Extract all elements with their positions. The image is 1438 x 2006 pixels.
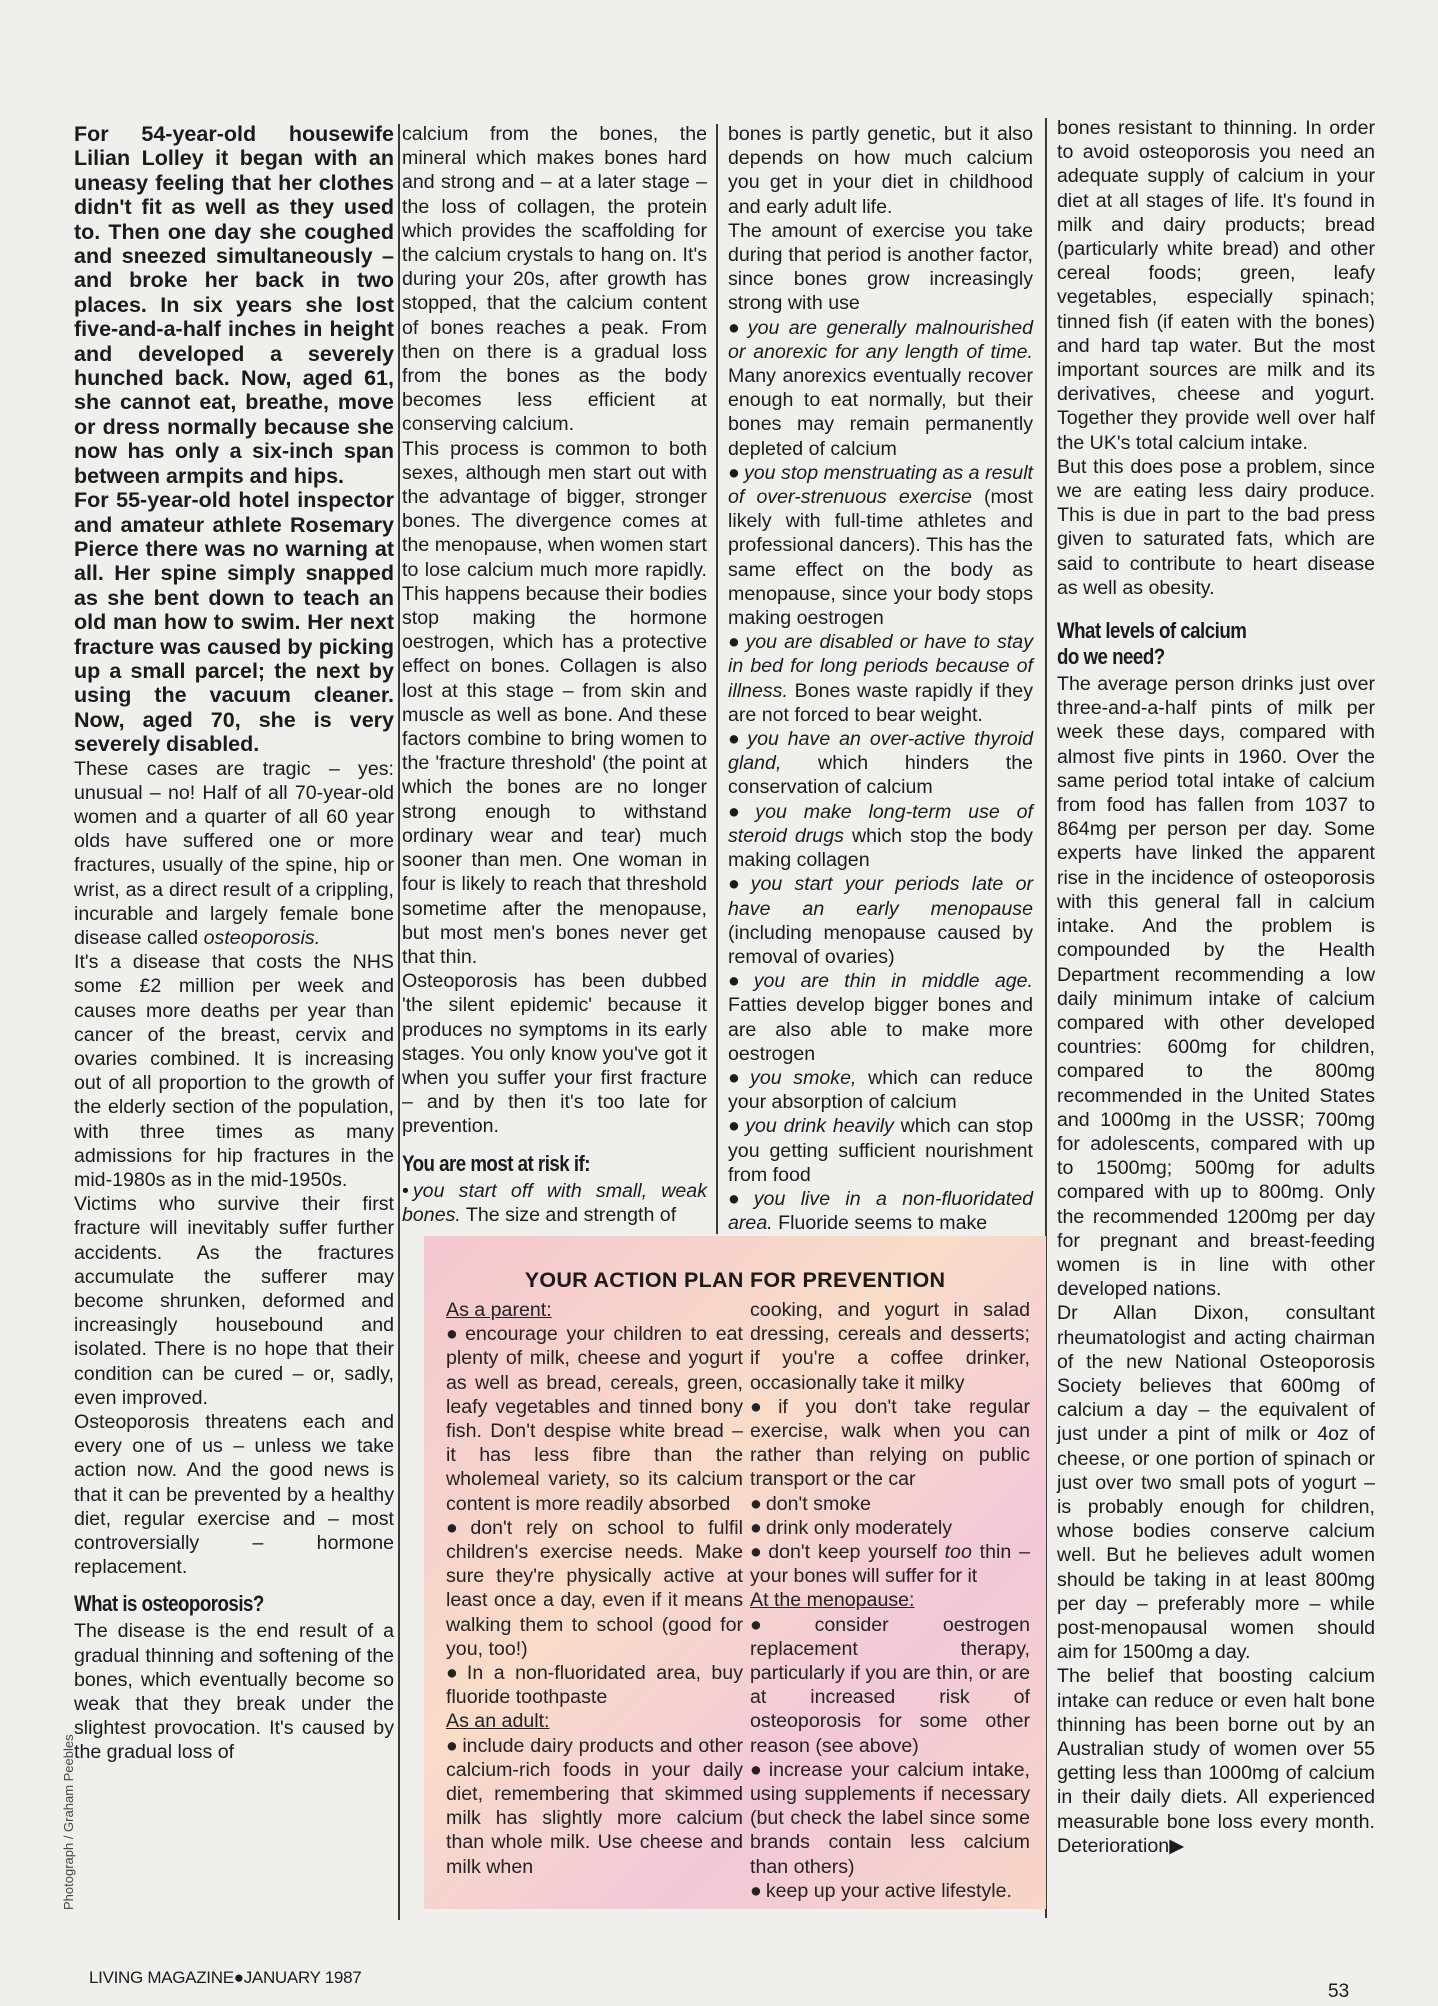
plan-item: ● encourage your children to eat plenty of milk, cheese and yogurt as well as bread, cereals, green, leafy vegetables and tinned bony fish. Don't despise white bread – it has less fibre than the wholemeal variety, so its calcium content is more readily absorbed (446, 1322, 743, 1516)
column-1 (74, 122, 394, 1765)
risk-bullet: ● you stop menstruating as a result of over-strenuous exercise (most likely with full-time athletes and professional dancers). This has the same effect on the body as menopause, since your body stops making oestrogen (728, 461, 1033, 630)
body-paragraph: Osteoporosis has been dubbed 'the silent epidemic' because it produces no symptoms in its early stages. You only know you've got it when you suffer your first fracture – and by then it's too late for prevention. (402, 970, 707, 1138)
plan-item: ● consider oestrogen replacement therapy, particularly if you are thin, or are at increased risk of osteoporosis for some other reason (see above) (750, 1613, 1030, 1758)
risk-bullet: ● you have an over-active thyroid gland, which hinders the conservation of calcium (728, 727, 1033, 800)
action-plan-column-1 (446, 1298, 743, 1879)
photo-credit: Photograph / Graham Peebles (61, 1734, 76, 1910)
body-paragraph: bones resistant to thinning. In order to avoid osteoporosis you need an adequate supply of calcium in your diet at all stages of life. It's found in milk and dairy products; bread (particularly white bread) and other cereal foods; green, leafy vegetables, especially spinach; tinned fish (if eaten with the bones) and hard tap water. But the most important sources are milk and its derivatives, cheese and yogurt. Together they provide well over half the UK's total calcium intake. (1057, 117, 1375, 454)
plan-heading-menopause: At the menopause: (750, 1589, 915, 1612)
plan-item: ● don't rely on school to fulfil children's exercise needs. Make sure they're physically active at least once a day, even if it means walking them to school (good for you, too!) (446, 1516, 743, 1661)
body-paragraph: These cases are tragic – yes: unusual – no! Half of all 70-year-old women and a quarter of all 60 year olds have suffered one or more fractures, usually of the spine, hip or wrist, as a direct result of a crippling, incurable and largely female bone disease called osteoporosis. (74, 757, 394, 949)
body-paragraph: The average person drinks just over three-and-a-half pints of milk per week these days, compared with almost five pints in 1960. Over the same period total intake of calcium from food has fallen from 1037 to 864mg per person per day. Some experts have linked the apparent rise in the incidence of osteoporosis with this general fall in calcium intake. And the problem is compounded by the Health Department recommending a low daily minimum intake of calcium compared with other developed countries: 600mg for children, compared to the 800mg recommended in the United States and 1000mg in the USSR; 700mg for adolescents, compared with up to 1500mg; 500mg for adults compared with up to 800mg. Only the recommended 1200mg per day for pregnant and breast-feeding women is in line with other developed nations. (1057, 673, 1375, 1301)
risk-bullet: ● you live in a non-fluoridated area. Fluoride seems to make (728, 1187, 1033, 1235)
plan-item: ● if you don't take regular exercise, walk when you can rather than relying on public transport or the car (750, 1395, 1030, 1492)
action-plan-column-2 (750, 1298, 1030, 1903)
plan-item-continued: cooking, and yogurt in salad dressing, cereals and desserts; if you're a coffee drinker, occasionally take it milky (750, 1299, 1030, 1394)
column-2 (402, 122, 707, 1227)
risk-bullet: ● you smoke, which can reduce your absorption of calcium (728, 1066, 1033, 1114)
risk-bullet: ● you drink heavily which can stop you getting sufficient nourishment from food (728, 1114, 1033, 1187)
body-paragraph: bones is partly genetic, but it also depends on how much calcium you get in your diet in childhood and early adult life. (728, 123, 1033, 218)
body-paragraph: Dr Allan Dixon, consultant rheumatologist and acting chairman of the new National Osteoporosis Society believes that 600mg of calcium a day – the equivalent of just under a pint of milk or 4oz of cheese, or one portion of spinach or just over two small pots of yogurt – is probably enough for children, whose bodies conserve calcium well. But he believes adult women should be taking in at least 800mg per day – preferably more – while post-menopausal women should aim for 1500mg a day. (1057, 1302, 1375, 1664)
column-rule (398, 124, 400, 1920)
plan-item: ● keep up your active lifestyle. (750, 1879, 1030, 1903)
body-paragraph: It's a disease that costs the NHS some £2 million per week and causes more deaths per year than cancer of the breast, cervix and ovaries combined. It is increasing out of all proportion to the growth of the elderly section of the population, with three times as many admissions for hip fractures in the mid-1980s as in the mid-1950s. (74, 951, 394, 1192)
plan-heading-parent: As a parent: (446, 1299, 552, 1321)
subheading-calcium-levels-1: What levels of calcium (1057, 618, 1247, 644)
body-paragraph: This process is common to both sexes, although men start out with the advantage of bigger, stronger bones. The divergence comes at the menopause, when women start to lose calcium much more rapidly. This happens because their bodies stop making the hormone oestrogen, which has a protective effect on bones. Collagen is also lost at this stage – from skin and muscle as well as bone. And these factors combine to bring women to the 'fracture threshold' (the point at which the bones are no longer strong enough to withstand ordinary wear and tear) much sooner than men. One woman in four is likely to reach that threshold sometime after the menopause, but most men's bones never get that thin. (402, 437, 707, 968)
risk-bullet: ● you start your periods late or have an early menopause (including menopause caused by removal of ovaries) (728, 872, 1033, 969)
body-paragraph: The belief that boosting calcium intake can reduce or even halt bone thinning has been borne out by an Australian study of women over 55 getting less than 1000mg of calcium in their daily diets. All experienced measurable bone loss every month. Deterioration▶ (1057, 1665, 1375, 1857)
plan-item: ● don't smoke (750, 1492, 1030, 1516)
column-4 (1057, 116, 1375, 1858)
subheading-most-at-risk: You are most at risk if: (402, 1150, 590, 1176)
risk-bullet: ● you make long-term use of steroid drugs which stop the body making collagen (728, 800, 1033, 873)
footer-publication: LIVING MAGAZINE●JANUARY 1987 (89, 1968, 362, 1987)
plan-heading-adult: As an adult: (446, 1710, 550, 1733)
risk-bullet: ● you are thin in middle age. Fatties develop bigger bones and are also able to make more oestrogen (728, 969, 1033, 1066)
plan-item: ● don't keep yourself too thin – your bones will suffer for it (750, 1540, 1030, 1588)
column-rule (716, 124, 718, 1234)
plan-item: ● increase your calcium intake, using supplements if necessary (but check the label since some brands contain less calcium than others) (750, 1758, 1030, 1879)
plan-item: ● In a non-fluoridated area, buy fluoride toothpaste (446, 1661, 743, 1709)
body-paragraph: Victims who survive their first fracture will inevitably suffer further accidents. As the fractures accumulate the sufferer may become shrunken, deformed and increasingly housebound and isolated. There is no hope that their condition can be cured – or, sadly, even improved. (74, 1193, 394, 1409)
subheading-what-is-osteoporosis: What is osteoporosis? (74, 1591, 264, 1617)
body-paragraph: But this does pose a problem, since we are eating less dairy produce. This is due in part to the bad press given to saturated fats, which are said to contribute to heart disease as well as obesity. (1057, 455, 1375, 599)
risk-bullet: ● you are disabled or have to stay in bed for long periods because of illness. Bones waste rapidly if they are not forced to bear weight. (728, 630, 1033, 727)
action-plan-title: YOUR ACTION PLAN FOR PREVENTION (524, 1268, 946, 1292)
continue-arrow-icon: ▶ (1169, 1834, 1185, 1857)
plan-item: ● drink only moderately (750, 1516, 1030, 1540)
body-paragraph: The amount of exercise you take during that period is another factor, since bones grow increasingly strong with use (728, 219, 1033, 315)
subheading-calcium-levels-2: do we need? (1057, 644, 1165, 670)
body-paragraph: calcium from the bones, the mineral which makes bones hard and strong and – at a later stage – the loss of collagen, the protein which provides the scaffolding for the calcium crystals to hang on. It's during your 20s, after growth has stopped, that the calcium content of bones reaches a peak. From then on there is a gradual loss from the bones as the body becomes less efficient at conserving calcium. (402, 123, 707, 436)
body-paragraph: The disease is the end result of a gradual thinning and softening of the bones, which eventually become so weak that they break under the slightest provocation. It's caused by the gradual loss of (74, 1620, 394, 1764)
lead-paragraph-1: For 54-year-old housewife Lilian Lolley it began with an uneasy feeling that her clothes didn't fit as well as they used to. Then one day she coughed and sneezed simultaneously – and broke her back in two places. In six years she lost five-and-a-half inches in height and developed a severely hunched back. Now, aged 61, she cannot eat, breathe, move or dress normally because she now has only a six-inch span between armpits and hips. (74, 122, 394, 488)
column-3 (728, 122, 1033, 1235)
lead-paragraph-2: For 55-year-old hotel inspector and amateur athlete Rosemary Pierce there was no warning at all. Her spine simply snapped as she bent down to teach an old man how to swim. Her next fracture was caused by picking up a small parcel; the next by using the vacuum cleaner. Now, aged 70, she is very severely disabled. (74, 488, 394, 757)
page-number: 53 (1328, 1981, 1350, 2002)
risk-bullet: • you start off with small, weak bones. The size and strength of (402, 1179, 707, 1226)
body-paragraph: Osteoporosis threatens each and every one of us – unless we take action now. And the good news is that it can be prevented by a healthy diet, regular exercise and – most controversially – hormone replacement. (74, 1411, 394, 1579)
plan-item: ● include dairy products and other calcium-rich foods in your daily diet, remembering that skimmed milk has slightly more calcium than whole milk. Use cheese and milk when (446, 1734, 743, 1879)
risk-bullet: ● you are generally malnourished or anorexic for any length of time. Many anorexics eventually recover enough to eat normally, but their bones may remain permanently depleted of calcium (728, 316, 1033, 461)
action-plan-box (424, 1236, 1046, 1909)
